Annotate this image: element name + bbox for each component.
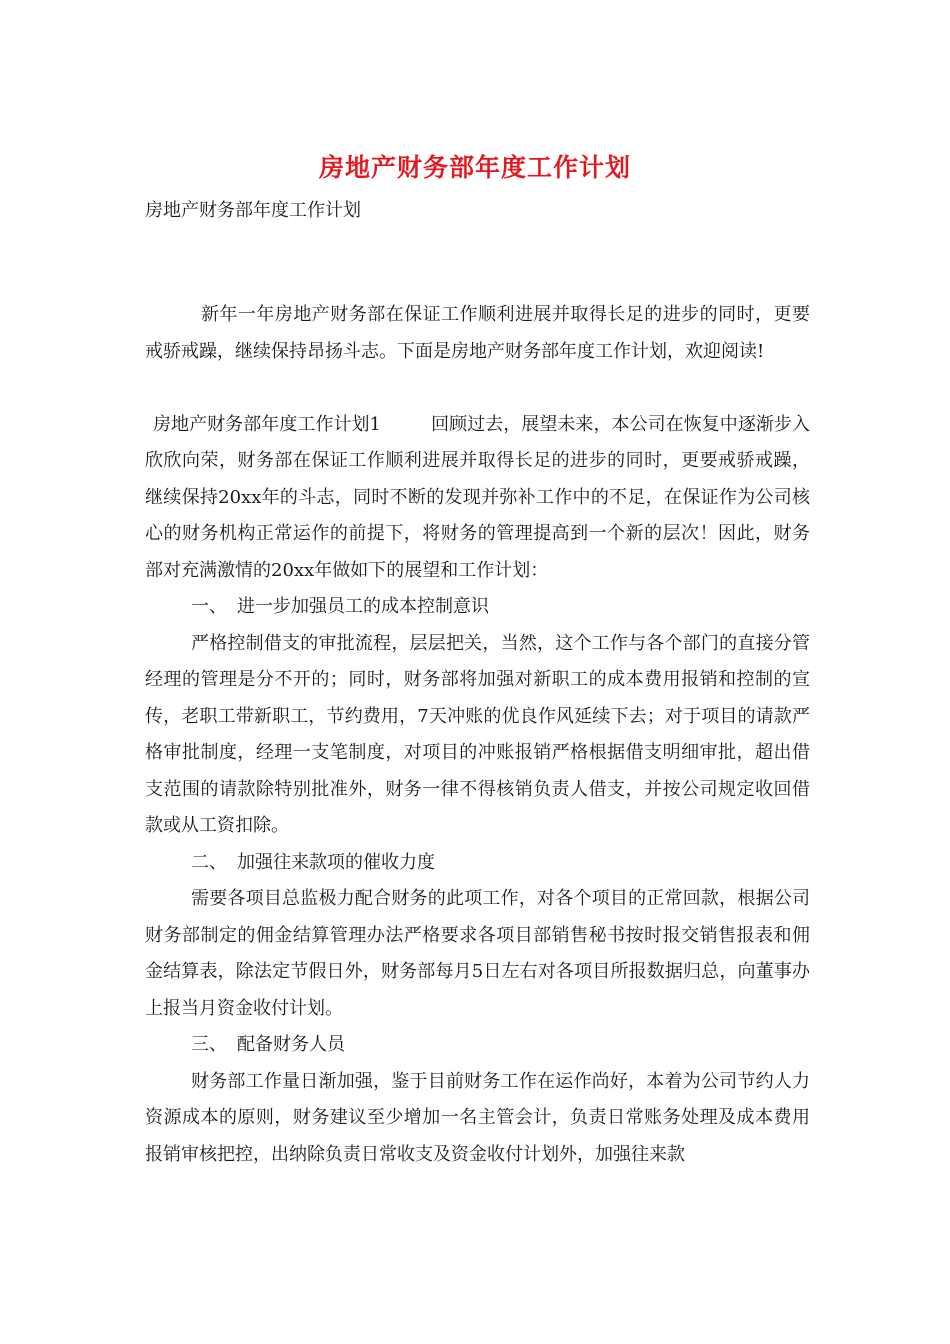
intro-paragraph: 新年一年房地产财务部在保证工作顺利进展并取得长足的进步的同时，更要戒骄戒躁，继续保持昂扬斗志。下面是房地产财务部年度工作计划，欢迎阅读! (145, 304, 810, 362)
section-1-title: 进一步加强员工的成本控制意识 (237, 596, 489, 617)
document-title: 房地产财务部年度工作计划 (318, 153, 631, 182)
section-2-heading (145, 845, 810, 882)
plan1-heading: 房地产财务部年度工作计划1 (153, 413, 382, 435)
plan1-paragraph (145, 407, 810, 590)
document-body (145, 297, 810, 1173)
plan1-body: 回顾过去，展望未来，本公司在恢复中逐渐步入欣欣向荣，财务部在保证工作顺利进展并取得长足的进步的同时，更要戒骄戒躁，继续保持20xx年的斗志，同时不断的发现并弥补工作中的不足，在保证作为公司核心的财务机构正常运作的前提下，将财务的管理提高到一个新的层次！因此，财务部对充满激情的20xx年做如下的展望和工作计划： (145, 413, 810, 581)
section-1-number: 一、 (191, 596, 227, 617)
document-subtitle: 房地产财务部年度工作计划 (145, 200, 361, 221)
section-3-number: 三、 (191, 1034, 227, 1055)
section-3-heading (145, 1027, 810, 1064)
section-2-body: 需要各项目总监极力配合财务的此项工作，对各个项目的正常回款，根据公司财务部制定的佣金结算管理办法严格要求各项目部销售秘书按时报交销售报表和佣金结算表，除法定节假日外，财务部每月5日左右对各项目所报数据归总，向董事办上报当月资金收付计划。 (145, 888, 810, 1019)
section-1-heading (145, 589, 810, 626)
section-1-body: 严格控制借支的审批流程，层层把关，当然，这个工作与各个部门的直接分管经理的管理是分不开的；同时，财务部将加强对新职工的成本费用报销和控制的宣传，老职工带新职工，节约费用，7天冲账的优良作风延续下去；对于项目的请款严格审批制度，经理一支笔制度，对项目的冲账报销严格根据借支明细审批，超出借支范围的请款除特别批准外，财务一律不得核销负责人借支，并按公司规定收回借款或从工资扣除。 (145, 632, 810, 836)
section-2-title: 加强往来款项的催收力度 (237, 851, 435, 873)
section-3-body: 财务部工作量日渐加强，鉴于目前财务工作在运作尚好，本着为公司节约人力资源成本的原则，财务建议至少增加一名主管会计，负责日常账务处理及成本费用报销审核把控，出纳除负责日常收支及资金收付计划外，加强往来款 (145, 1070, 810, 1165)
paragraph-gap (145, 370, 810, 407)
section-3-title: 配备财务人员 (237, 1034, 345, 1055)
section-2-number: 二、 (191, 851, 227, 873)
